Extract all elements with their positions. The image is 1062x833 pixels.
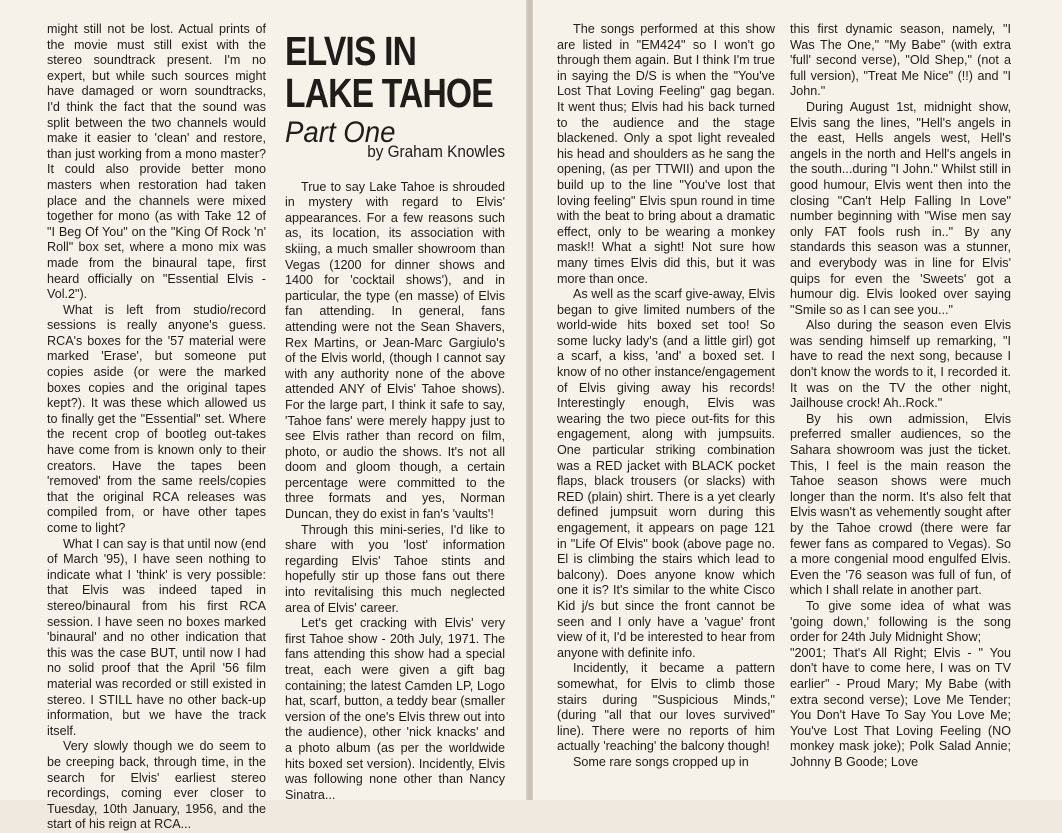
byline: by Graham Knowles	[367, 142, 505, 161]
column-2	[285, 30, 505, 803]
column-4	[790, 22, 1011, 771]
column-3	[557, 22, 775, 771]
article-title-line-2: LAKE TAHOE	[285, 70, 493, 116]
song-order-list: "2001; That's All Right; Elvis - " You don't have to come here, I was on TV earlier" - Proud Mary; My Babe (with extra second verse); Love Me Tender; You Don't Have To Say You Love Me; You've Lost That Loving Feeling (NO monkey mask joke); Polk Salad Annie; Johnny B Goode; Love	[790, 645, 1011, 769]
paragraph: By his own admission, Elvis preferred smaller audiences, so the Sahara showroom was just the ticket. This, I feel is the main reason the Tahoe season shows were much longer than the norm. It's also felt that Elvis wasn't as vehemently sought after by the Tahoe crowd (there were far fewer fans as compared to Vegas). So a more congenial mood engulfed Elvis. Even the '76 season was full of fun, of which I shall relate in another part.	[790, 411, 1011, 598]
paragraph: Let's get cracking with Elvis' very first Tahoe show - 20th July, 1971. The fans attending this show had a special treat, each were given a gift bag containing; the latest Camden LP, Logo hat, scarf, button, a teddy bear (smaller version of the one's Elvis threw out into the audience), other 'nick knacks' and a photo album (as per the worldwide hits boxed set version). Incidently, Elvis was following none other than Nancy Sinatra...	[285, 616, 505, 802]
paragraph: During August 1st, midnight show, Elvis sang the lines, "Hell's angels in the east, Hells angels west, Hell's angels in the north and Hell's angels in the south...during "I John." Whilst still in good humour, Elvis went then into the closing "Can't Help Falling In Love" number beginning with "Wise men say only FAT fools rush in.." By any standards this season was a stunner, and everybody was in line for Elvis' quips for even the 'Sweets' got a humour dig. Elvis looked over saying "Smile so as I can see you..."	[790, 99, 1011, 317]
paragraph: As well as the scarf give-away, Elvis began to give limited numbers of the world-wide hits boxed set too! So some lucky lady's (and a little girl) got a scarf, a kiss, 'and' a boxed set. I know of no other instance/engagement of Elvis giving away his records! Interestingly enough, Elvis was wearing the two piece out-fits for this engagement, along with jumpsuits. One particular striking combination was a RED jacket with BLACK pocket flaps, black trousers (or slacks) with RED (plain) shirt. There is a yet clearly defined jumpsuit worn during this engagement, it appears on page 121 in "Life Of Elvis" book (above page no. El is climbing the stairs which lead to balcony). Does anyone know which one it is? It's similar to the white Cisco Kid j/s but since the front cannot be seen and I only have a 'vague' front view of it, I'd be interested to hear from anyone with definite info.	[557, 287, 775, 660]
article-subtitle: Part One	[285, 116, 396, 149]
paragraph: To give some idea of what was 'going down,' following is the song order for 24th July Midnight Show;	[790, 598, 1011, 645]
paragraph: this first dynamic season, namely, "I Was The One," "My Babe" (with extra 'full' second verse), "Old Shep," (not a full version), "Treat Me Nice" (!!) and "I John."	[790, 22, 1011, 99]
paragraph: might still not be lost. Actual prints of the movie must still exist with the stereo soundtrack present. I'm no expert, but while such sources might have damaged or worn soundtracks, I'd think the fact that the sound was split between the two channels would make it easier to 'clean' and restore, than just working from a mono master? It could also provide better mono masters when restoration had taken place and the channels were mixed together for mono (as with Take 12 of "I Beg Of You" on the "King Of Rock 'n' Roll" box set, where a mono mix was made from the binaural tape, first heard officially on "Essential Elvis - Vol.2").	[47, 22, 266, 302]
paragraph: Also during the season even Elvis was sending himself up remarking, "I have to read the next song, because I don't know the words to it, I recorded it. It was on the TV the other night, Jailhouse crock! Ah..Rock."	[790, 318, 1011, 411]
paragraph: What I can say is that until now (end of March '95), I have seen nothing to indicate what I 'think' is very possible: that Elvis was indeed taped in stereo/binaural from his first RCA session. I have seen no boxes marked 'binaural' and no other indication that this was the case BUT, until now I had no solid proof that the April '56 film material was recorded or still existed in stereo. I STILL have no other back-up information, but we have the track itself.	[47, 536, 266, 738]
paragraph: What is left from studio/record sessions is really anyone's guess. RCA's boxes for the '57 material were marked 'Erase', but someone put copies aside (or were the marked boxes copies and the original tapes kept?). It was these which allowed us to finally get the "Essential" set. Where the recent crop of bootleg out-takes have come from is known only to their creators. Have the tapes been 'removed' from the same reels/copies that the original RCA releases was compiled from, or have other tapes come to light?	[47, 302, 266, 535]
paragraph: Very slowly though we do seem to be creeping back, through time, in the search for Elvis' earliest stereo recordings, coming ever closer to Tuesday, 10th January, 1956, and the start of his reign at RCA...	[47, 739, 266, 832]
article-title-line-1: ELVIS IN	[285, 28, 417, 74]
paragraph: Through this mini-series, I'd like to share with you 'lost' information regarding Elvis' Tahoe stints and hopefully stir up those fans out there into revitalising this much neglected area of Elvis' career.	[285, 522, 505, 615]
paragraph: Some rare songs cropped up in	[573, 754, 749, 769]
paragraph: Incidently, it became a pattern somewhat, for Elvis to climb those stairs during "Suspicious Minds," (during "all that our loves survived" line). There were no reports of him actually 'reaching' the balcony though!	[557, 661, 775, 754]
paragraph: True to say Lake Tahoe is shrouded in mystery with regard to Elvis' appearances. For a few reasons such as, its location, its association with skiing, a much smaller showroom than Vegas (1200 for dinner shows and 1400 for 'cocktail shows'), and in particular, the type (en masse) of Elvis fan attending. In general, fans attending were not the Sean Shavers, Rex Martins, or Jean-Marc Gargiulo's of the Elvis world, (though I cannot say with any authority none of the above attended ANY of Elvis' Tahoe shows). For the large part, I think it safe to say, 'Tahoe fans' were merely happy just to see Elvis rather than record on film, photo, or audio the shows. It's not all doom and gloom though, a certain percentage were committed to the three formats and yes, Norman Duncan, they do exist in fan's 'vaults'!	[285, 179, 505, 522]
left-page	[0, 0, 528, 832]
column-1	[47, 22, 266, 833]
paragraph: The songs performed at this show are listed in "EM424" so I won't go through them again. But I think I'm true in saying the D/S is when the "You've Lost That Loving Feeling" gag began. It went thus; Elvis had his back turned to the audience and the stage blackened. Only a spot light revealed his head and shoulders as he sang the opening, (as per TTWII) and upon the build up to the line "You've lost that loving feeling" Elvis spun round in time with the beat to bring about a dramatic effect, only to be wearing a monkey mask!! What a sight! Not sure how many times Elvis did this, but it was more than once.	[557, 22, 775, 286]
